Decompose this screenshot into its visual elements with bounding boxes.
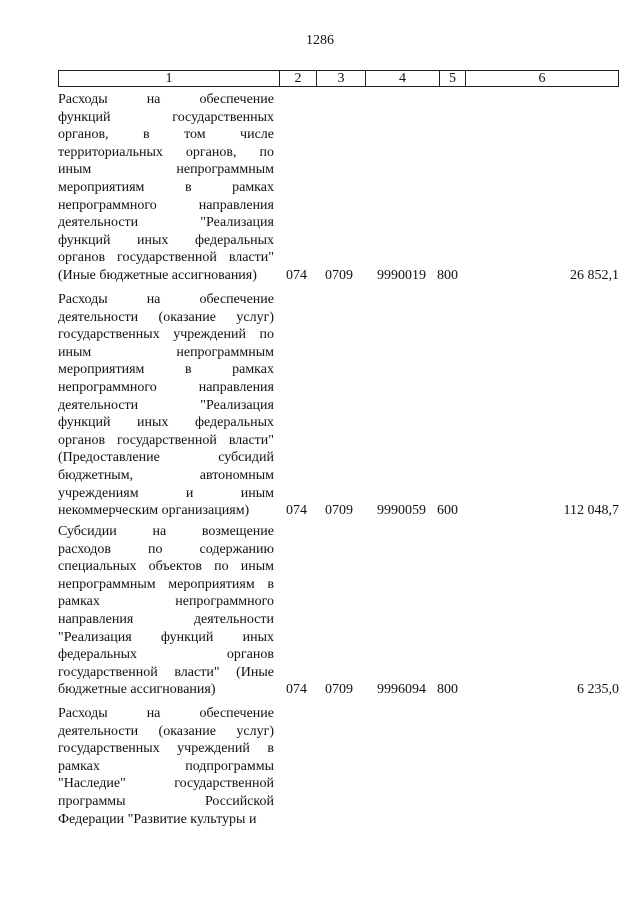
description-line: учреждениям и иным <box>58 485 274 501</box>
description-line: органов государственной власти" <box>58 432 274 448</box>
ministry-code: 074 <box>286 682 307 698</box>
description-line: иным непрограммным <box>58 344 274 360</box>
description-line: программы Российской <box>58 793 274 809</box>
header-col-6: 6 <box>465 71 618 86</box>
description-line: некоммерческим организациям) <box>58 503 250 519</box>
target-code: 9996094 <box>377 682 426 698</box>
table-row <box>58 291 619 520</box>
description-line: "Наследие" государственной <box>58 776 274 792</box>
description-line: иным непрограммным <box>58 162 274 178</box>
header-col-1: 1 <box>165 71 173 86</box>
description-line: деятельности "Реализация <box>58 397 274 413</box>
description-line: функций иных федеральных <box>58 232 274 248</box>
description-line: федеральных органов <box>58 647 274 663</box>
description-line: функций иных федеральных <box>58 415 274 431</box>
description-line: бюджетные ассигнования) <box>58 682 216 698</box>
description-line: непрограммного направления <box>58 197 274 213</box>
description-line: (Иные бюджетные ассигнования) <box>58 267 257 283</box>
row-codes <box>284 267 619 285</box>
row-description <box>58 91 274 285</box>
table-row <box>58 523 619 699</box>
description-line: рамках непрограммного <box>58 594 274 610</box>
target-code: 9990059 <box>377 503 426 519</box>
table-row <box>58 705 619 828</box>
description-line: территориальных органов, по <box>58 144 274 160</box>
description-line: Расходы на обеспечение <box>58 292 274 307</box>
description-line: расходов по содержанию <box>58 541 274 557</box>
description-line: Расходы на обеспечение <box>58 706 274 721</box>
row-description <box>58 523 274 699</box>
description-line: непрограммным мероприятиям в <box>58 576 274 592</box>
description-line: государственных учреждений по <box>58 327 274 343</box>
amount: 6 235,0 <box>577 682 619 698</box>
table-header <box>58 70 619 87</box>
description-line: Расходы на обеспечение <box>58 92 274 107</box>
page-number: 1286 <box>306 33 334 48</box>
expense-type-code: 800 <box>437 267 458 283</box>
expense-type-code: 600 <box>437 503 458 519</box>
description-line: деятельности (оказание услуг) <box>58 723 274 739</box>
target-code: 9990019 <box>377 267 426 283</box>
row-description <box>58 291 274 520</box>
ministry-code: 074 <box>286 267 307 283</box>
description-line: государственной власти" (Иные <box>58 664 274 680</box>
description-line: деятельности "Реализация <box>58 215 274 231</box>
row-codes <box>284 681 619 699</box>
expense-type-code: 800 <box>437 682 458 698</box>
header-col-2: 2 <box>279 71 316 86</box>
description-line: деятельности (оказание услуг) <box>58 309 274 325</box>
description-line: рамках подпрограммы <box>58 758 274 774</box>
section-code: 0709 <box>325 503 353 519</box>
section-code: 0709 <box>325 267 353 283</box>
amount: 26 852,1 <box>570 267 619 283</box>
description-line: направления деятельности <box>58 611 274 627</box>
header-col-3: 3 <box>316 71 365 86</box>
description-line: "Реализация функций иных <box>58 629 274 645</box>
amount: 112 048,7 <box>563 503 619 519</box>
header-col-4: 4 <box>365 71 439 86</box>
description-line: органов, в том числе <box>58 127 274 143</box>
description-line: мероприятиям в рамках <box>58 179 274 195</box>
description-line: мероприятиям в рамках <box>58 362 274 378</box>
description-line: Субсидии на возмещение <box>58 524 274 539</box>
table-row <box>58 91 619 285</box>
description-line: (Предоставление субсидий <box>58 450 274 466</box>
description-line: непрограммного направления <box>58 379 274 395</box>
description-line: функций государственных <box>58 109 274 125</box>
header-col-5: 5 <box>439 71 465 86</box>
description-line: органов государственной власти" <box>58 250 274 266</box>
description-line: специальных объектов по иным <box>58 559 274 575</box>
row-description <box>58 705 274 828</box>
description-line: государственных учреждений в <box>58 741 274 757</box>
row-codes <box>284 502 619 520</box>
section-code: 0709 <box>325 682 353 698</box>
description-line: бюджетным, автономным <box>58 467 274 483</box>
ministry-code: 074 <box>286 503 307 519</box>
description-line: Федерации "Развитие культуры и <box>58 811 257 827</box>
